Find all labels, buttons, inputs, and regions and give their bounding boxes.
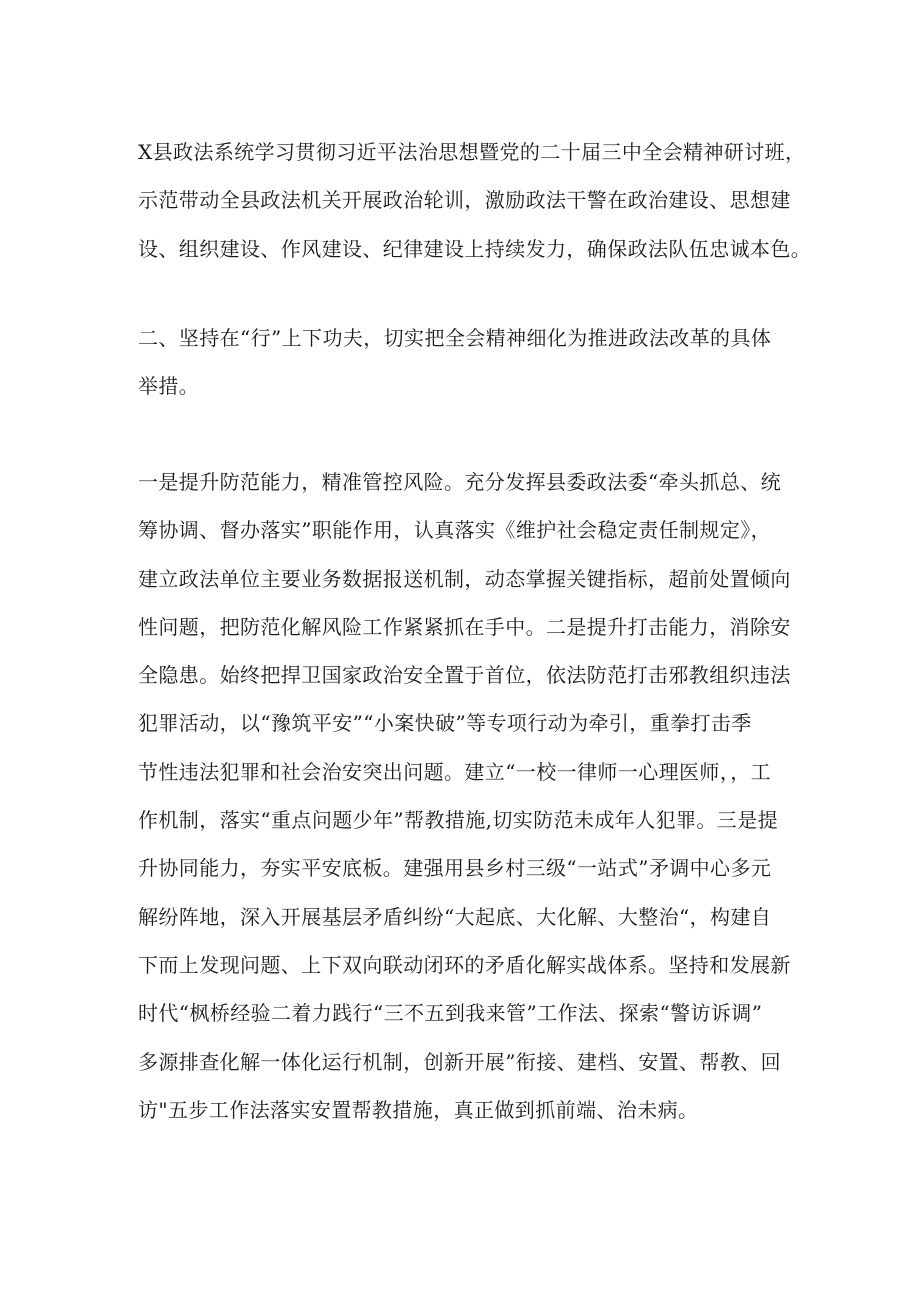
text-line: 示范带动全县政法机关开展政治轮训，激励政法干警在政治建设、思想建	[138, 188, 791, 213]
text-line: X县政法系统学习贯彻习近平法治思想暨党的二十届三中全会精神研讨班，	[138, 140, 806, 164]
text-line: 二、坚持在“行”上下功夫，切实把全会精神细化为推进政法改革的具体	[138, 326, 772, 350]
text-line: 筹协调、督办落实”职能作用，认真落实《维护社会稳定责任制规定》，	[138, 518, 772, 543]
text-line: 升协同能力，夯实平安底板。建强用县乡村三级“一站式”矛调中心多元	[138, 856, 772, 881]
text-line: 全隐患。始终把捍卫国家政治安全置于首位，依法防范打击邪教组织违法	[138, 663, 791, 688]
paragraph-intro	[138, 128, 812, 273]
text-line: 作机制，落实“重点问题少年”帮教措施,切实防范未成年人犯罪。三是提	[138, 808, 779, 833]
section-heading	[138, 314, 798, 411]
text-line: 建立政法单位主要业务数据报送机制，动态掌握关键指标，超前处置倾向	[138, 566, 791, 591]
text-line: 下而上发现问题、上下双向联动闭环的矛盾化解实战体系。坚持和发展新	[138, 952, 791, 977]
text-line: 节性违法犯罪和社会治安突出问题。建立“一校一律师一心理医师，，工	[138, 759, 772, 784]
text-line: 举措。	[138, 374, 200, 399]
text-line: 设、组织建设、作风建设、纪律建设上持续发力，确保政法队伍忠诚本色。	[138, 236, 812, 261]
text-line: 时代“枫桥经验二着力践行“三不五到我来管”工作法、探索“警访诉调”	[138, 1001, 763, 1026]
text-line: 多源排查化解一体化运行机制，创新开展”衔接、建档、安置、帮教、回	[138, 1049, 782, 1074]
text-line: 犯罪活动，以“豫筑平安”“小案快破”等专项行动为牵引，重拳打击季	[138, 711, 752, 736]
text-line: 一是提升防范能力，精准管控风险。充分发挥县委政法委“牵头抓总、统	[138, 470, 782, 494]
text-line: 访"五步工作法落实安置帮教措施，真正做到抓前端、治未病。	[138, 1097, 699, 1122]
text-line: 解纷阵地，深入开展基层矛盾纠纷“大起底、大化解、大整治“，构建自	[138, 904, 772, 929]
text-line: 性问题，把防范化解风险工作紧紧抓在手中。二是提升打击能力，消除安	[138, 614, 791, 639]
paragraph-body	[138, 458, 798, 1134]
